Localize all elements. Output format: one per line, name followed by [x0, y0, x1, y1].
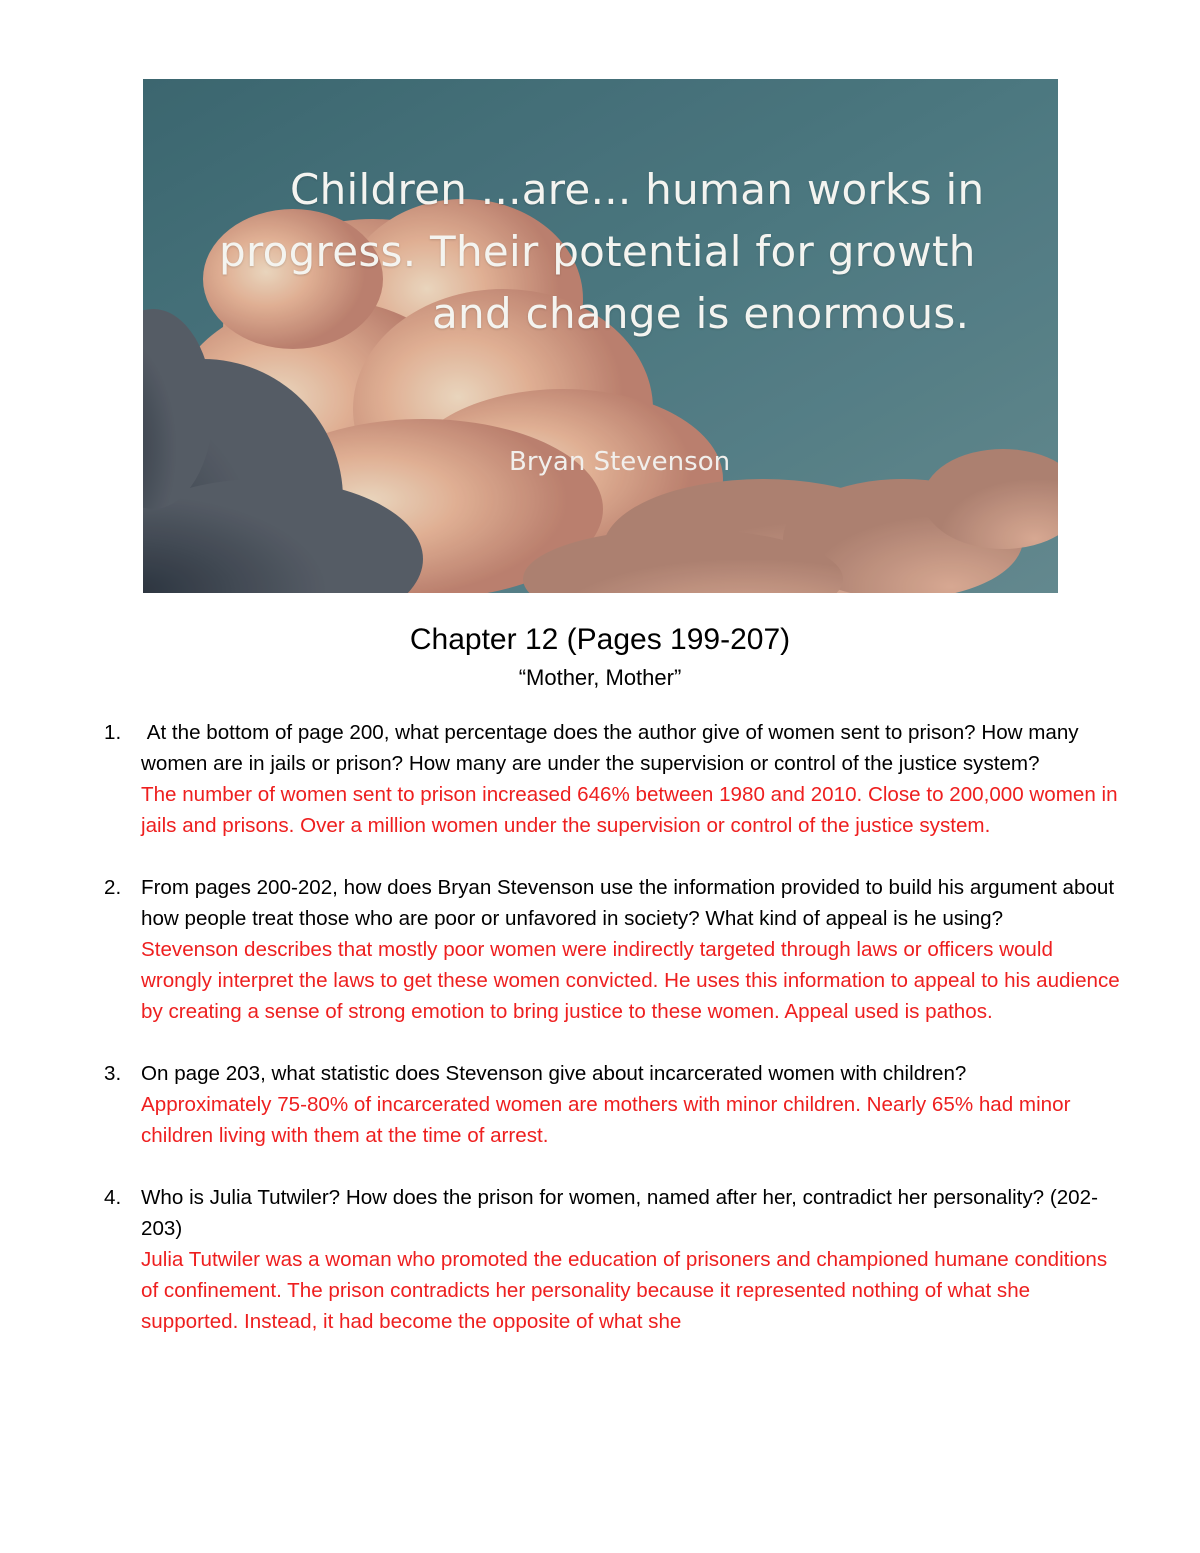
question-text: Who is Julia Tutwiler? How does the prison for women, named after her, contradict her personality? (202-203) — [141, 1186, 1098, 1240]
question-number: 3. — [104, 1062, 122, 1085]
chapter-title: Chapter 12 (Pages 199-207) — [409, 623, 791, 656]
answer-text: Approximately 75-80% of incarcerated women are mothers with minor children. Nearly 65% had minor children living with them at the time of arrest. — [141, 1093, 1071, 1147]
answer-text: Stevenson describes that mostly poor women were indirectly targeted through laws or officers would wrongly interpret the laws to get these women convicted. He uses this information to appeal to his audience by creating a sense of strong emotion to bring justice to these women. Appeal used is pathos. — [141, 938, 1120, 1023]
question-number: 1. — [104, 721, 122, 744]
chapter-subtitle: “Mother, Mother” — [518, 665, 682, 690]
question-text: At the bottom of page 200, what percentage does the author give of women sent to prison? How many women are in jails or prison? How many are under the supervision or control of the justice system? — [141, 721, 1085, 775]
quote-banner-image — [143, 79, 1058, 593]
quote-line-3: and change is enormous. — [432, 289, 970, 338]
quote-line-2: progress. Their potential for growth — [219, 227, 976, 276]
question-item — [0, 1058, 1126, 1151]
question-item — [0, 872, 1126, 1027]
quote-line-1: Children ...are... human works in — [290, 165, 985, 214]
question-item — [0, 1182, 1126, 1337]
question-text: On page 203, what statistic does Stevenson give about incarcerated women with children? — [141, 1062, 967, 1085]
question-number: 2. — [104, 876, 122, 899]
question-number: 4. — [104, 1186, 122, 1209]
answer-text: Julia Tutwiler was a woman who promoted the education of prisoners and championed humane conditions of confinement. The prison contradicts her personality because it represented nothing of what she supported. Instead, it had become the opposite of what she — [141, 1248, 1108, 1333]
question-list — [0, 717, 1200, 1337]
question-item — [0, 717, 1126, 841]
question-text: From pages 200-202, how does Bryan Stevenson use the information provided to build his argument about how people treat those who are poor or unfavored in society? What kind of appeal is he using? — [141, 876, 1115, 930]
quote-author: Bryan Stevenson — [509, 447, 731, 477]
answer-text: The number of women sent to prison increased 646% between 1980 and 2010. Close to 200,000 women in jails and prisons. Over a million women under the supervision or control of the justice system. — [141, 783, 1118, 837]
